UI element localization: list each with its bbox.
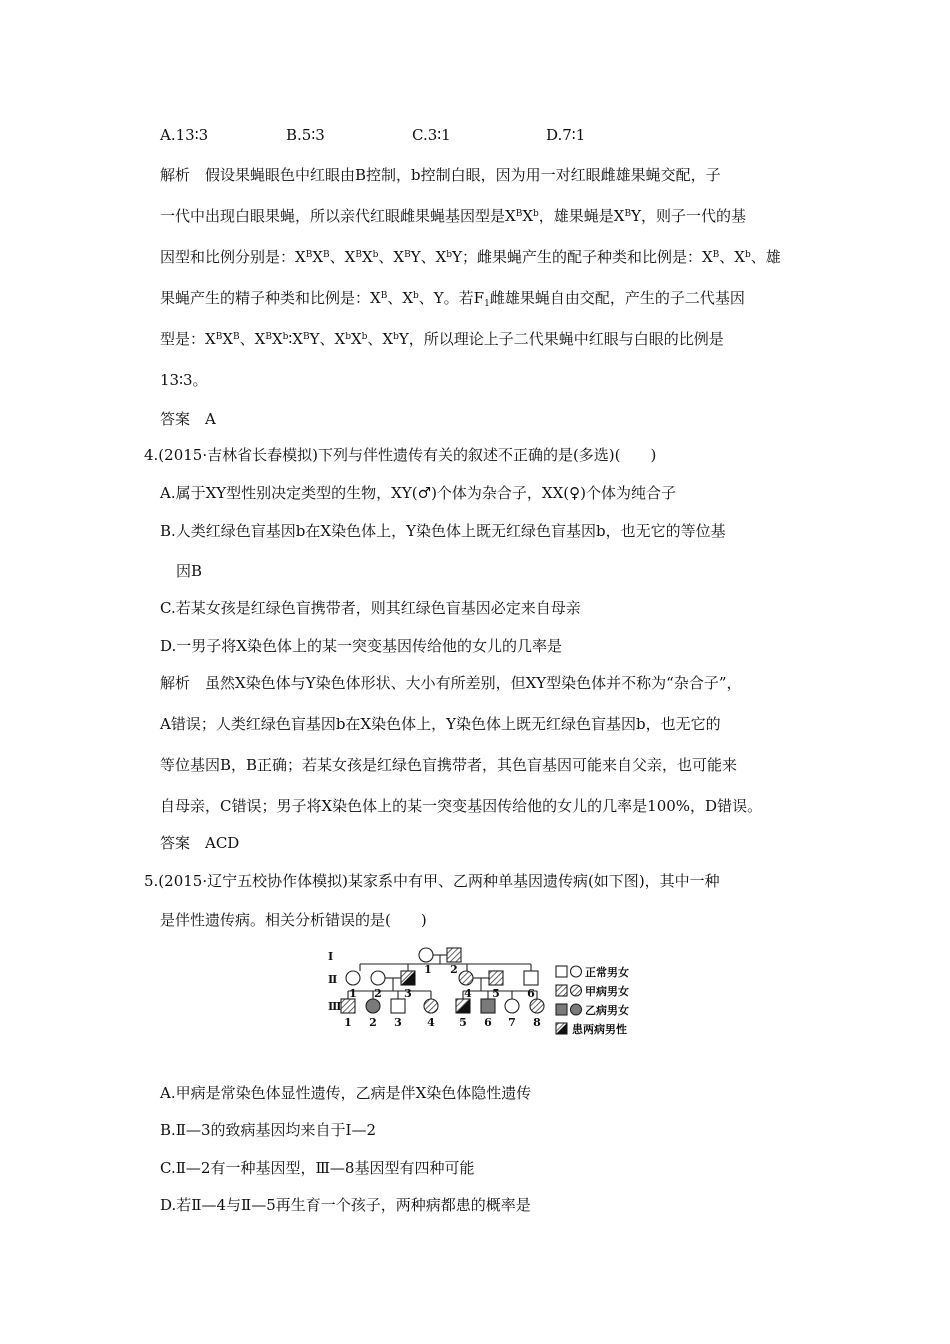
- pedigree-gen3-num-5: 5: [459, 1016, 467, 1029]
- pedigree-gen3-num-3: 3: [394, 1016, 402, 1029]
- legend-disease-b-male-symbol: [556, 1004, 567, 1015]
- q4-analysis-line-1: 解析 虽然X染色体与Y染色体形状、大小有所差别，但XY型染色体并不称为“杂合子”，: [160, 674, 742, 692]
- q4-option-b-line-1: B.人类红绿色盲基因b在X染色体上，Y染色体上既无红绿色盲基因b，也无它的等位基: [160, 522, 726, 540]
- pedigree-gen3-individual-2: [366, 999, 380, 1013]
- pedigree-gen3-num-8: 8: [533, 1016, 541, 1029]
- q5-option-c: C.Ⅱ—2有一种基因型，Ⅲ—8基因型有四种可能: [160, 1159, 475, 1177]
- q5-stem-line-2: 是伴性遗传病。相关分析错误的是( ): [160, 911, 427, 929]
- q3-option-a: A.13∶3: [160, 126, 209, 144]
- q3-options: [160, 126, 680, 148]
- pedigree-gen3-individual-4: [424, 999, 438, 1013]
- q4-analysis-line-3: 等位基因B，B正确；若某女孩是红绿色盲携带者，其色盲基因可能来自父亲，也可能来: [160, 756, 738, 774]
- pedigree-gen1-num-1: 1: [424, 963, 432, 976]
- q3-analysis-line-1: 解析 假设果蝇眼色中红眼由B控制，b控制白眼，因为用一对红眼雌雄果蝇交配，子: [160, 166, 721, 184]
- pedigree-gen-label-2: Ⅱ: [328, 973, 338, 986]
- pedigree-gen3-individual-7: [505, 999, 519, 1013]
- q4-answer: 答案 ACD: [160, 834, 240, 852]
- pedigree-gen2-num-2: 2: [374, 987, 382, 1000]
- pedigree-gen3-num-7: 7: [508, 1016, 516, 1029]
- pedigree-gen2-num-3: 3: [404, 987, 412, 1000]
- q4-option-d: D.一男子将X染色体上的某一突变基因传给他的女儿的几率是: [160, 637, 562, 655]
- pedigree-gen3-num-4: 4: [427, 1016, 435, 1029]
- legend-label-disease-b: 乙病男女: [585, 1004, 629, 1017]
- q5-option-d: D.若Ⅱ—4与Ⅱ—5再生育一个孩子，两种病都患的概率是: [160, 1196, 531, 1214]
- q3-analysis-line-4: 果蝇产生的精子种类和比例是：$X^B$、$X^b$、Y。若$F_1$雌雄果蝇自由交配，产生的子二代基因: [160, 289, 745, 309]
- pedigree-gen2-individual-1: [346, 971, 360, 985]
- q4-stem: 4.(2015·吉林省长春模拟)下列与伴性遗传有关的叙述不正确的是(多选)( ): [144, 446, 657, 464]
- pedigree-gen-label-3: Ⅲ: [328, 1000, 342, 1013]
- legend-label-disease-a: 甲病男女: [585, 985, 629, 998]
- pedigree-gen1-num-2: 2: [450, 963, 458, 976]
- q3-analysis-line-6: 13∶3。: [160, 371, 208, 389]
- pedigree-gen1-individual-1: [419, 948, 433, 962]
- legend-disease-a-female-symbol: [571, 985, 582, 996]
- q3-answer: 答案 A: [160, 410, 216, 428]
- pedigree-gen2-num-5: 5: [492, 987, 500, 1000]
- pedigree-gen3-individual-8: [530, 999, 544, 1013]
- q4-option-a: A.属于XY型性别决定类型的生物，XY(♂)个体为杂合子，XX(♀)个体为纯合子: [160, 484, 676, 502]
- q3-option-d: D.7∶1: [546, 126, 586, 144]
- q4-option-b-line-2: 因B: [176, 562, 203, 580]
- pedigree-gen3-individual-6: [481, 999, 495, 1013]
- pedigree-gen2-num-1: 1: [349, 987, 357, 1000]
- legend-normal-female-symbol: [571, 966, 582, 977]
- legend-label-normal: 正常男女: [585, 966, 629, 979]
- q5-option-a: A.甲病是常染色体显性遗传，乙病是伴X染色体隐性遗传: [160, 1084, 532, 1102]
- legend-normal-male-symbol: [556, 966, 567, 977]
- pedigree-gen2-individual-5: [489, 971, 503, 985]
- pedigree-gen3-num-2: 2: [369, 1016, 377, 1029]
- pedigree-gen2-individual-6: [524, 971, 538, 985]
- pedigree-gen1-individual-2: [447, 948, 461, 962]
- pedigree-gen2-individual-4: [459, 971, 473, 985]
- pedigree-gen3-num-1: 1: [344, 1016, 352, 1029]
- pedigree-gen2-num-6: 6: [527, 987, 535, 1000]
- pedigree-gen2-num-4: 4: [464, 987, 472, 1000]
- legend-disease-a-male-symbol: [556, 985, 567, 996]
- legend-both-diseases-male-symbol: [556, 1023, 567, 1034]
- q3-analysis-line-2: 一代中出现白眼果蝇，所以亲代红眼雌果蝇基因型是$X^BX^b$，雄果蝇是$X^BY$，则子一代的基: [160, 207, 746, 225]
- pedigree-gen2-individual-3: [401, 971, 415, 985]
- pedigree-gen-label-1: Ⅰ: [328, 950, 334, 963]
- pedigree-gen3-individual-5: [456, 999, 470, 1013]
- q4-analysis-line-4: 自母亲，C错误；男子将X染色体上的某一突变基因传给他的女儿的几率是100%，D错误。: [160, 797, 763, 815]
- pedigree-gen2-individual-2: [371, 971, 385, 985]
- pedigree-gen3-num-6: 6: [484, 1016, 492, 1029]
- q3-analysis-line-3: 因型和比例分别是：$X^BX^B$、$X^BX^b$、$X^BY$、$X^bY$；雌果蝇产生的配子种类和比例是：$X^B$、$X^b$、雄: [160, 248, 781, 266]
- legend-label-both: 患两病男性: [572, 1023, 627, 1036]
- q5-stem-line-1: 5.(2015·辽宁五校协作体模拟)某家系中有甲、乙两种单基因遗传病(如下图)，其中一种: [144, 872, 720, 890]
- pedigree-gen3-individual-3: [391, 999, 405, 1013]
- legend-disease-b-female-symbol: [571, 1004, 582, 1015]
- pedigree-diagram: [326, 944, 676, 1060]
- q4-option-c: C.若某女孩是红绿色盲携带者，则其红绿色盲基因必定来自母亲: [160, 599, 581, 617]
- q3-option-b: B.5∶3: [286, 126, 325, 144]
- q4-analysis-line-2: A错误；人类红绿色盲基因b在X染色体上，Y染色体上既无红绿色盲基因b，也无它的: [160, 715, 721, 733]
- pedigree-gen3-individual-1: [341, 999, 355, 1013]
- q5-option-b: B.Ⅱ—3的致病基因均来自于Ⅰ—2: [160, 1121, 376, 1139]
- q3-analysis-line-5: 型是：$X^BX^B$、$X^BX^b∶X^BY$、$X^bX^b$、$X^bY$，所以理论上子二代果蝇中红眼与白眼的比例是: [160, 330, 724, 348]
- q3-option-c: C.3∶1: [412, 126, 451, 144]
